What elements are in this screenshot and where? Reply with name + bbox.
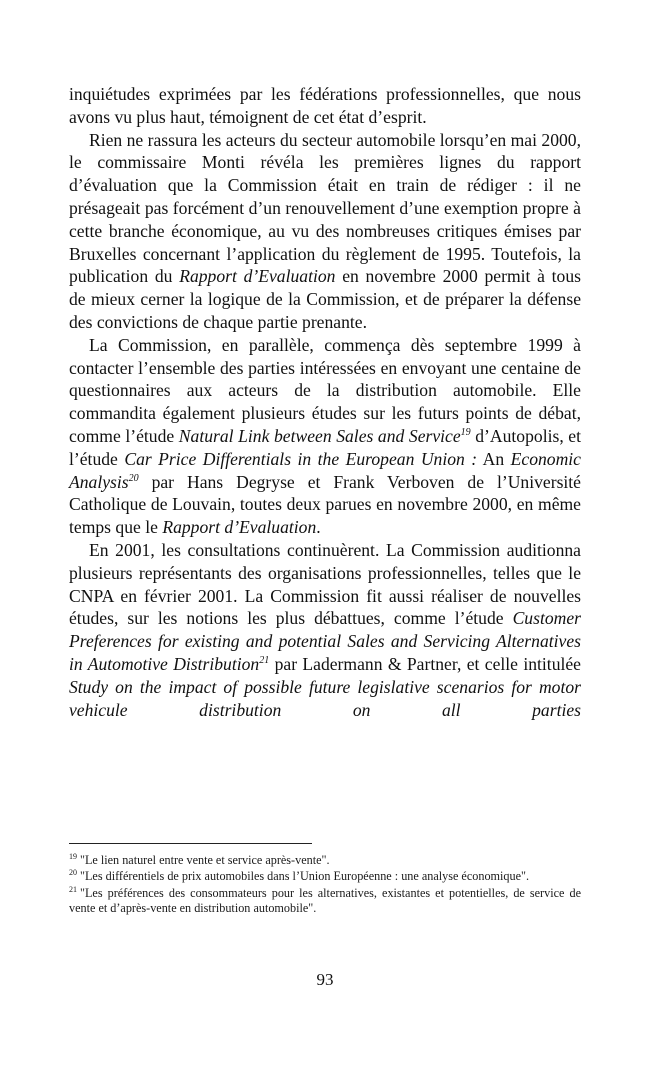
rapport-evaluation-title-2: Rapport d’Evaluation — [162, 517, 317, 538]
footnote-21 — [69, 886, 581, 917]
paragraph-4-text-a: En 2001, les consultations continuèrent. La Commission auditionna plusieurs représentants des organisations professionnelles, telles que le CNPA en février 2001. La Commission fit aussi réaliser de nouvelles études, sur les notions les plus débattues, comme l’étude — [69, 539, 581, 629]
car-price-study-title: Car Price Differentials in the European Union : — [124, 448, 478, 469]
footnote-text: "Les différentiels de prix automobiles dans l’Union Européenne : une analyse économique". — [80, 869, 530, 884]
paragraph-3-text-g: par Hans Degryse et Frank Verboven de l’Université Catholique de Louvain, toutes deux parues en novembre 2000, en même temps que le — [69, 471, 581, 538]
legislative-scenarios-study-title: Study on the impact of possible future legislative scenarios for motor vehicule distribution on all parties — [69, 676, 581, 720]
main-text — [69, 83, 581, 721]
paragraph-3-text-c: d’Autopolis, et l’étude — [69, 425, 581, 469]
paragraph-2-text-c: en novembre 2000 permit à tous de mieux cerner la logique de la Commission, et de préparer la défense des convictions de chaque partie prenante. — [69, 266, 582, 332]
paragraph-3-text-e: An — [477, 448, 511, 469]
paragraph-3 — [69, 334, 581, 539]
rapport-evaluation-title: Rapport d’Evaluation — [179, 266, 336, 287]
paragraph-1-text: inquiétudes exprimées par les fédérations professionnelles, que nous avons vu plus haut, témoignent de cet état d’esprit. — [69, 84, 581, 127]
footnote-ref-19: 19 — [460, 427, 471, 439]
natural-link-study-title: Natural Link between Sales and Service — [178, 425, 461, 446]
footnotes — [69, 853, 581, 918]
footnote-ref-21: 21 — [259, 655, 270, 667]
page-number: 93 — [316, 970, 334, 989]
footnote-20 — [69, 869, 581, 884]
paragraph-2 — [69, 129, 581, 334]
footnote-19 — [69, 853, 581, 868]
footnote-text: "Le lien naturel entre vente et service après-vente". — [80, 853, 330, 867]
paragraph-4-text-c: par Ladermann & Partner, et celle intitulée — [269, 653, 581, 674]
footnote-ref-20: 20 — [128, 472, 139, 484]
footnote-text: "Les préférences des consommateurs pour les alternatives, existantes et potentielles, de service de vente et d’après-vente en distribution automobile". — [69, 885, 581, 916]
paragraph-1 — [69, 83, 581, 129]
footnote-mark: 21 — [69, 884, 77, 894]
footnote-mark: 20 — [69, 868, 77, 878]
paragraph-3-text-i: . — [316, 517, 321, 538]
paragraph-4 — [69, 539, 581, 721]
footnote-divider — [69, 843, 312, 844]
footnote-mark: 19 — [69, 851, 77, 861]
paragraph-2-text-a: Rien ne rassura les acteurs du secteur automobile lorsqu’en mai 2000, le commissaire Monti révéla les premières lignes du rapport d’évaluation que la Commission était en train de rédiger : il ne présageait pas forcément d’un renouvellement d’une exemption propre à cette branche économique, au vu des nombreuses critiques émises par Bruxelles concernant l’application du règlement de 1995. Toutefois, la publication du — [69, 129, 581, 287]
economic-analysis-title: Economic Analysis — [69, 448, 581, 492]
paragraph-3-text-a: La Commission, en parallèle, commença dès septembre 1999 à contacter l’ensemble des parties intéressées en envoyant une centaine de questionnaires aux acteurs de la distribution automobile. Elle commandita également plusieurs études sur les futurs points de débat, comme l’étude — [69, 334, 581, 446]
customer-preferences-study-title: Customer Preferences for existing and potential Sales and Servicing Alternatives in Automotive Distribution — [69, 608, 581, 674]
